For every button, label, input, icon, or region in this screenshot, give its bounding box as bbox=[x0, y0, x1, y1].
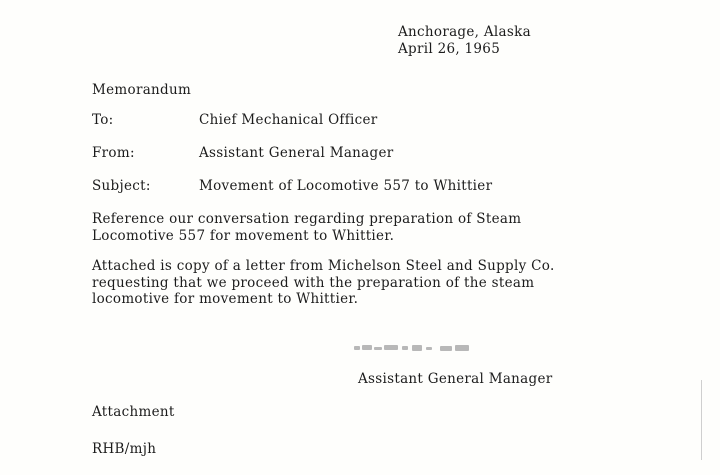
to-label: To: bbox=[92, 112, 114, 128]
scan-edge-mark bbox=[701, 380, 702, 460]
signature-title: Assistant General Manager bbox=[358, 371, 553, 387]
paragraph-line: requesting that we proceed with the preparation of the steam bbox=[92, 274, 535, 291]
paragraph-line: Reference our conversation regarding preparation of Steam bbox=[92, 211, 522, 227]
memo-date: April 26, 1965 bbox=[398, 41, 501, 57]
to-value: Chief Mechanical Officer bbox=[199, 112, 378, 128]
paragraph-reference bbox=[92, 211, 521, 244]
paragraph-line: Locomotive 557 for movement to Whittier. bbox=[92, 227, 395, 244]
paragraph-attached bbox=[92, 258, 555, 308]
paragraph-line: locomotive for movement to Whittier. bbox=[92, 291, 359, 307]
memo-place: Anchorage, Alaska bbox=[398, 24, 531, 40]
paragraph-line: Attached is copy of a letter from Michelson Steel and Supply Co. bbox=[92, 258, 555, 274]
from-value: Assistant General Manager bbox=[199, 145, 394, 161]
subject-value: Movement of Locomotive 557 to Whittier bbox=[199, 178, 493, 194]
reference-initials: RHB/mjh bbox=[92, 441, 157, 457]
from-label: From: bbox=[92, 145, 135, 161]
faint-signature-image bbox=[352, 341, 474, 355]
subject-label: Subject: bbox=[92, 178, 151, 194]
memo-heading: Memorandum bbox=[92, 82, 192, 98]
enclosure-note: Attachment bbox=[92, 404, 175, 420]
